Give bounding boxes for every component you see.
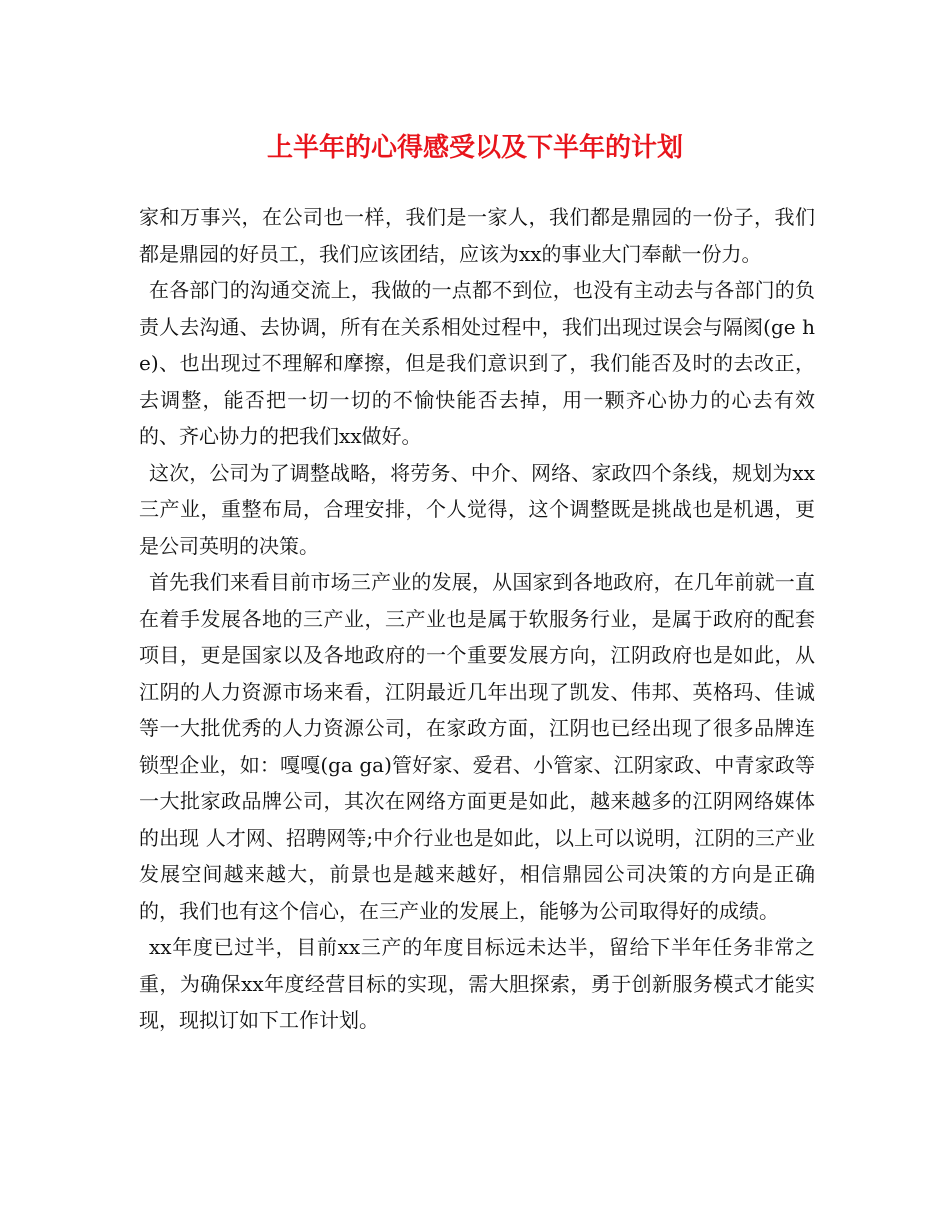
paragraph-communication: 在各部门的沟通交流上，我做的一点都不到位，也没有主动去与各部门的负责人去沟通、去协调，所有在关系相处过程中，我们出现过误会与隔阂(ge he)、也出现过不理解和摩擦，但是我们意识到了，我们能否及时的去改正，去调整，能否把一切一切的不愉快能否去掉，用一颗齐心协力的心去有效的、齐心协力的把我们xx做好。	[139, 278, 815, 448]
paragraph-plan: xx年度已过半，目前xx三产的年度目标远未达半，留给下半年任务非常之重，为确保xx年度经营目标的实现，需大胆探索，勇于创新服务模式才能实现，现拟订如下工作计划。	[139, 935, 815, 1032]
document-body	[139, 199, 815, 1039]
paragraph-strategy: 这次，公司为了调整战略，将劳务、中介、网络、家政四个条线，规划为xx三产业，重整布局，合理安排，个人觉得，这个调整既是挑战也是机遇，更是公司英明的决策。	[139, 460, 815, 558]
page-title: 上半年的心得感受以及下半年的计划	[266, 133, 683, 163]
paragraph-market: 首先我们来看目前市场三产业的发展，从国家到各地政府，在几年前就一直在着手发展各地的三产业，三产业也是属于软服务行业，是属于政府的配套项目，更是国家以及各地政府的一个重要发展方向，江阴政府也是如此，从江阴的人力资源市场来看，江阴最近几年出现了凯发、伟邦、英格玛、佳诚等一大批优秀的人力资源公司，在家政方面，江阴也已经出现了很多品牌连锁型企业，如：嘎嘎(ga ga)管好家、爱君、小管家、江阴家政、中青家政等一大批家政品牌公司，其次在网络方面更是如此，越来越多的江阴网络媒体的出现 人才网、招聘网等;中介行业也是如此，以上可以说明，江阴的三产业发展空间越来越大，前景也是越来越好，相信鼎园公司决策的方向是正确的，我们也有这个信心，在三产业的发展上，能够为公司取得好的成绩。	[139, 570, 815, 923]
paragraph-intro: 家和万事兴，在公司也一样，我们是一家人，我们都是鼎园的一份子，我们都是鼎园的好员工，我们应该团结，应该为xx的事业大门奉献一份力。	[139, 205, 815, 266]
